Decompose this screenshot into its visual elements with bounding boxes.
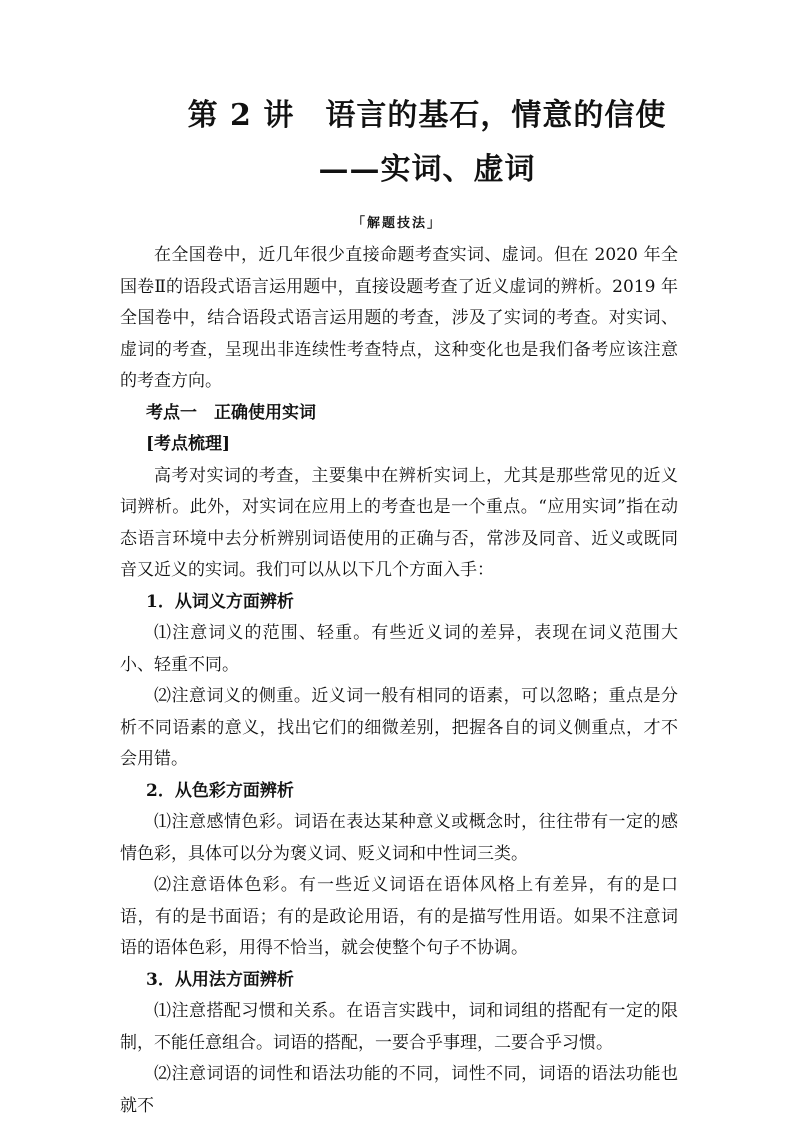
lecture-subtitle: ——实词、虚词 [318, 152, 536, 187]
paragraph-emotional-color: ⑴注意感情色彩。词语在表达某种意义或概念时，往往带有一定的感情色彩，具体可以分为褒义词、贬义词和中性词三类。 [120, 812, 678, 864]
subheading-usage: 3．从用法方面辨析 [146, 969, 294, 990]
paragraph-collocation: ⑴注意搭配习惯和关系。在语言实践中，词和词组的搭配有一定的限制，不能任意组合。词语的搭配，一要合乎事理，二要合乎习惯。 [120, 1001, 678, 1053]
intro-paragraph: 在全国卷中，近几年很少直接命题考查实词、虚词。但在 2020 年全国卷Ⅱ的语段式语言运用题中，直接设题考查了近义虚词的辨析。2019 年全国卷中，结合语段式语言运用题的考查，涉及了实词的考查。对实词、虚词的考查，呈现出非连续性考查特点，这种变化也是我们备考应该注意的考查方向。 [120, 245, 678, 391]
subheading-meaning: 1．从词义方面辨析 [146, 591, 294, 612]
paragraph-meaning-scope: ⑴注意词义的范围、轻重。有些近义词的差异，表现在词义范围大小、轻重不同。 [120, 623, 678, 675]
section-tag: 「解题技法」 [351, 216, 442, 231]
paragraph-part-of-speech: ⑵注意词语的词性和语法功能的不同，词性不同，词语的语法功能也就不 [120, 1064, 678, 1116]
kaodian-heading: 考点一 正确使用实词 [146, 402, 316, 423]
shuli-heading: [考点梳理] [146, 434, 231, 454]
paragraph-meaning-focus: ⑵注意词义的侧重。近义词一般有相同的语素，可以忽略；重点是分析不同语素的意义，找出它们的细微差别，把握各自的词义侧重点，才不会用错。 [120, 686, 678, 769]
subheading-color: 2．从色彩方面辨析 [146, 780, 294, 801]
lecture-title: 第 2 讲 语言的基石，情意的信使 [187, 98, 667, 133]
paragraph-stylistic-color: ⑵注意语体色彩。有一些近义词语在语体风格上有差异，有的是口语，有的是书面语；有的是政论用语，有的是描写性用语。如果不注意词语的语体色彩，用得不恰当，就会使整个句子不协调。 [120, 875, 678, 958]
overview-paragraph: 高考对实词的考查，主要集中在辨析实词上，尤其是那些常见的近义词辨析。此外，对实词在应用上的考查也是一个重点。“应用实词”指在动态语言环境中去分析辨别词语使用的正确与否，常涉及同音、近义或既同音又近义的实词。我们可以从以下几个方面入手： [120, 465, 678, 580]
document-body [120, 240, 678, 1122]
